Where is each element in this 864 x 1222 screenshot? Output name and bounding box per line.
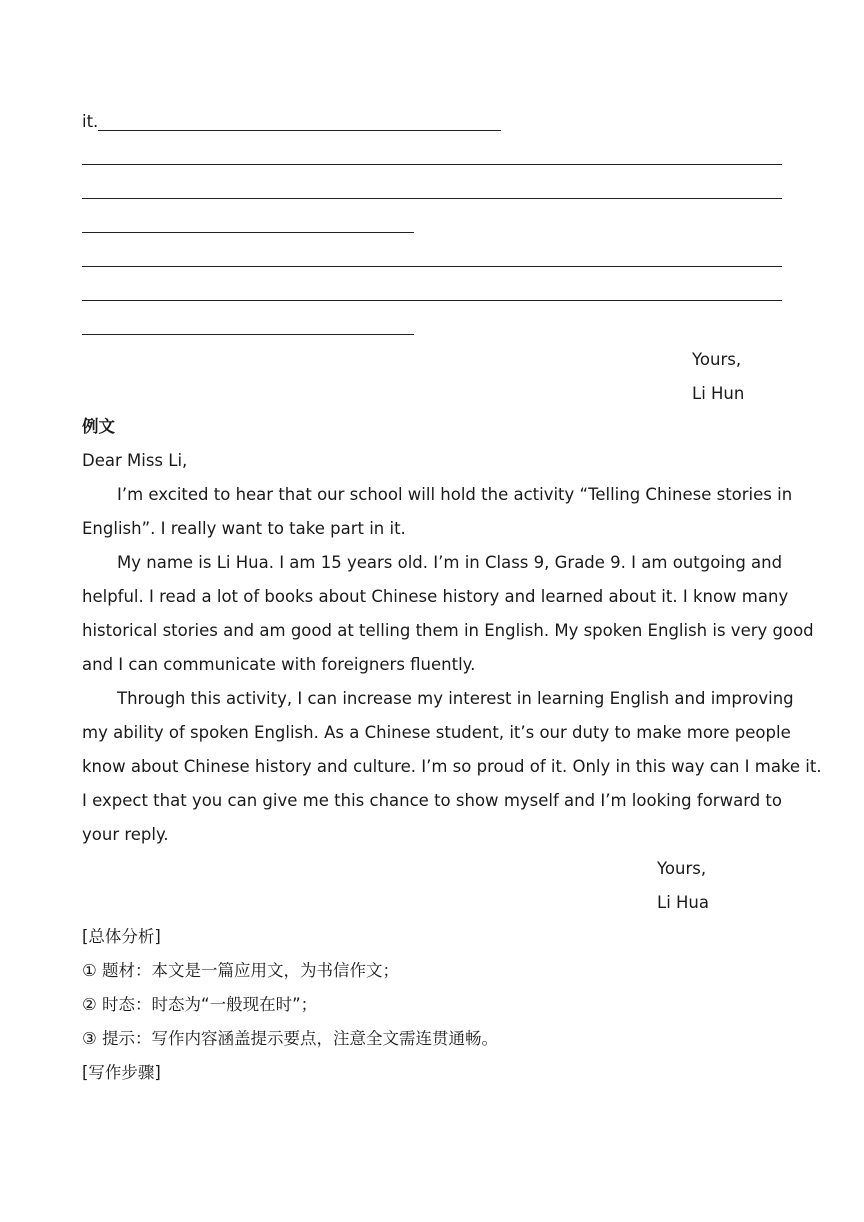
paragraph-line: English”. I really want to take part in it. xyxy=(82,519,406,538)
paragraph-line: know about Chinese history and culture. I’m so proud of it. Only in this way can I make it. xyxy=(82,757,822,776)
steps-heading: [写作步骤] xyxy=(82,1063,161,1082)
blank-line xyxy=(82,232,414,233)
blank-line-prefix: it. xyxy=(82,112,99,131)
paragraph-line: My name is Li Hua. I am 15 years old. I’m in Class 9, Grade 9. I am outgoing and xyxy=(117,553,783,572)
paragraph-line: I expect that you can give me this chance to show myself and I’m looking forward to xyxy=(82,791,782,810)
closing-yours: Yours, xyxy=(692,350,742,369)
letter-closing: Yours, xyxy=(657,859,707,878)
paragraph-line: and I can communicate with foreigners fluently. xyxy=(82,655,476,674)
paragraph-line: helpful. I read a lot of books about Chinese history and learned about it. I know many xyxy=(82,587,789,606)
blank-line xyxy=(98,130,501,131)
paragraph-line: Through this activity, I can increase my interest in learning English and improving xyxy=(117,689,794,708)
closing-signature: Li Hun xyxy=(692,384,745,403)
paragraph-line: historical stories and am good at telling them in English. My spoken English is very good xyxy=(82,621,814,640)
analysis-item: ① 题材：本文是一篇应用文，为书信作文； xyxy=(82,961,400,980)
blank-line xyxy=(82,198,782,199)
paragraph-line: my ability of spoken English. As a Chinese student, it’s our duty to make more people xyxy=(82,723,791,742)
blank-line xyxy=(82,300,782,301)
analysis-item: ② 时态：时态为“一般现在时”； xyxy=(82,995,318,1014)
sample-heading: 例文 xyxy=(82,417,115,436)
analysis-heading: [总体分析] xyxy=(82,927,161,946)
analysis-item: ③ 提示：写作内容涵盖提示要点，注意全文需连贯通畅。 xyxy=(82,1029,499,1048)
paragraph-line: I’m excited to hear that our school will hold the activity “Telling Chinese stories in xyxy=(117,485,793,504)
blank-line xyxy=(82,334,414,335)
letter-signature: Li Hua xyxy=(657,893,709,912)
blank-line xyxy=(82,164,782,165)
letter-greeting: Dear Miss Li, xyxy=(82,451,188,470)
paragraph-line: your reply. xyxy=(82,825,169,844)
blank-line xyxy=(82,266,782,267)
